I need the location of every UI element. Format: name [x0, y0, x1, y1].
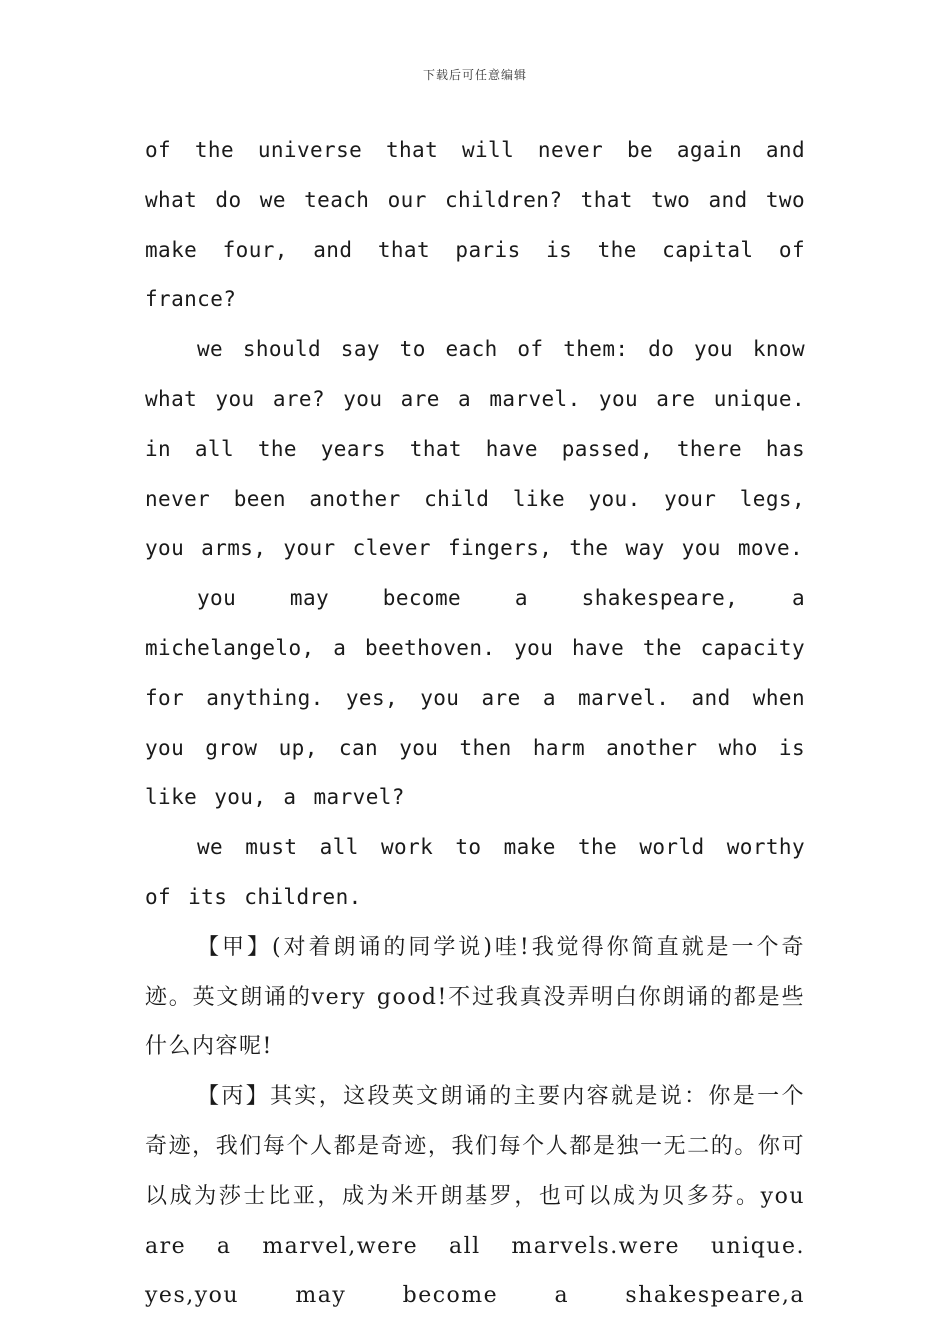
paragraph: we should say to each of them: do you know what you are? you are a marvel. you are unique. in all the years that have passed, there has never been another child like you. your legs, you arms, your clever fingers, the way you move.	[145, 337, 805, 561]
paragraph: of the universe that will never be again and what do we teach our children? that two and two make four, and that paris is the capital of france?	[145, 138, 805, 312]
dialogue-paragraph: 【丙】其实，这段英文朗诵的主要内容就是说：你是一个奇迹，我们每个人都是奇迹，我们每个人都是独一无二的。你可以成为莎士比亚，成为米开朗基罗，也可以成为贝多芬。you are a marvel,were all marvels.were unique. yes,you may become a shakespeare,a	[145, 1084, 805, 1309]
document-body	[145, 126, 805, 1321]
dialogue-paragraph: 【甲】(对着朗诵的同学说)哇!我觉得你简直就是一个奇迹。英文朗诵的very good!不过我真没弄明白你朗诵的都是些什么内容呢!	[145, 934, 805, 1060]
page-header: 下载后可任意编辑	[422, 68, 527, 82]
paragraph: you may become a shakespeare, a michelangelo, a beethoven. you have the capacity for anything. yes, you are a marvel. and when you grow up, can you then harm another who is like you, a marvel?	[145, 586, 805, 810]
paragraph: we must all work to make the world worthy of its children.	[145, 835, 805, 909]
